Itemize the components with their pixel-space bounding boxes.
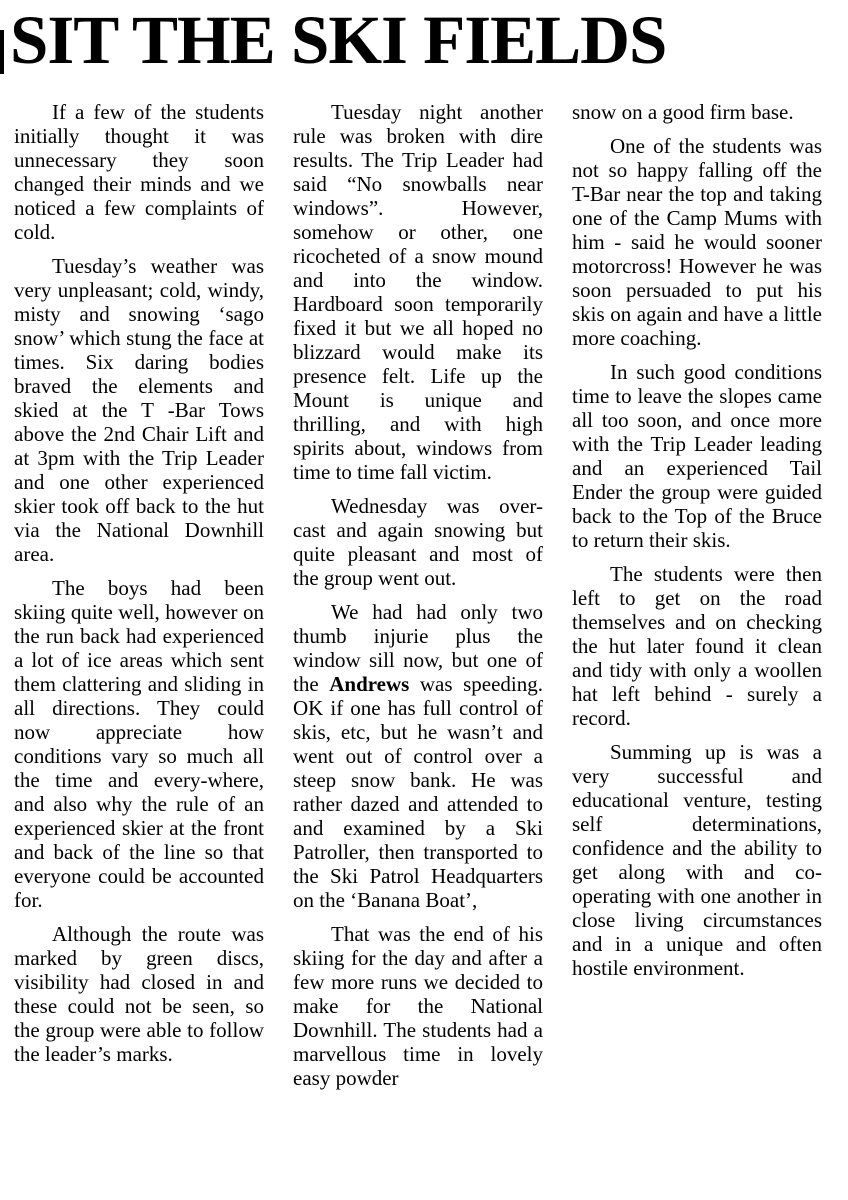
paragraph bbox=[14, 576, 264, 912]
paragraph bbox=[572, 740, 822, 980]
text-run: Wednesday was over-cast and again snowing but quite pleasant and most of the group went out. bbox=[293, 494, 543, 590]
paragraph bbox=[572, 562, 822, 730]
paragraph bbox=[14, 100, 264, 244]
bold-text: Andrews bbox=[329, 672, 410, 696]
text-run: We had had only two thumb injurie plus the window sill now, but one of the bbox=[293, 600, 543, 696]
text-run: Summing up is was a very successful and educational venture, testing self determinations, confidence and the ability to get along with and co-operating with one another in close living circumstances and in a unique and often hostile environment. bbox=[572, 740, 822, 980]
article-column-2 bbox=[293, 100, 543, 1100]
paragraph bbox=[572, 360, 822, 552]
paragraph bbox=[14, 922, 264, 1066]
text-run: Tuesday night another rule was broken with dire results. The Trip Leader had said “No snowballs near windows”. However, somehow or other, one ricocheted of a snow mound and into the window. Hardboard soon temporarily fixed it but we all hoped no blizzard would make its presence felt. Life up the Mount is unique and thrilling, and with high spirits about, windows from time to time fall victim. bbox=[293, 100, 543, 484]
clipped-letter-fragment bbox=[0, 30, 4, 74]
text-run: was speeding. OK if one has full control of skis, etc, but he wasn’t and went out of control over a steep snow bank. He was rather dazed and attended to and examined by a Ski Patroller, then transported to the Ski Patrol Headquarters on the ‘Banana Boat’, bbox=[293, 672, 544, 912]
text-run: Tuesday’s weather was very unpleasant; cold, windy, misty and snowing ‘sago snow’ which stung the face at times. Six daring bodies braved the elements and skied at the T -Bar Tows above the 2nd Chair Lift and at 3pm with the Trip Leader and one other experienced skier took off back to the hut via the National Downhill area. bbox=[14, 254, 264, 566]
article-body bbox=[14, 100, 820, 1100]
paragraph bbox=[572, 134, 822, 350]
text-run: The students were then left to get on the road themselves and on checking the hut later found it clean and tidy with only a woollen hat left behind - surely a record. bbox=[572, 562, 822, 730]
text-run: That was the end of his skiing for the day and after a few more runs we decided to make for the National Downhill. The students had a marvellous time in lovely easy powder bbox=[293, 922, 543, 1090]
paragraph bbox=[14, 254, 264, 566]
paragraph bbox=[293, 494, 543, 590]
paragraph bbox=[293, 600, 543, 912]
article-column-1 bbox=[14, 100, 264, 1100]
headline-row bbox=[0, 2, 667, 78]
text-run: snow on a good firm base. bbox=[572, 100, 794, 124]
paragraph bbox=[572, 100, 822, 124]
text-run: In such good conditions time to leave the slopes came all too soon, and once more with the Trip Leader leading and an experienced Tail Ender the group were guided back to the Top of the Bruce to return their skis. bbox=[572, 360, 822, 552]
article-headline: SIT THE SKI FIELDS bbox=[10, 2, 667, 78]
paragraph bbox=[293, 100, 543, 484]
text-run: If a few of the students initially thought it was unnecessary they soon changed their minds and we noticed a few complaints of cold. bbox=[14, 100, 264, 244]
text-run: Although the route was marked by green discs, visibility had closed in and these could not be seen, so the group were able to follow the leader’s marks. bbox=[14, 922, 264, 1066]
text-run: One of the students was not so happy falling off the T-Bar near the top and taking one of the Camp Mums with him - said he would sooner motorcross! However he was soon persuaded to put his skis on again and have a little more coaching. bbox=[572, 134, 822, 350]
article-column-3 bbox=[572, 100, 822, 1100]
text-run: The boys had been skiing quite well, however on the run back had experienced a lot of ice areas which sent them clattering and sliding in all directions. They could now appreciate how conditions vary so much all the time and every-where, and also why the rule of an experienced skier at the front and back of the line so that everyone could be accounted for. bbox=[14, 576, 264, 912]
paragraph bbox=[293, 922, 543, 1090]
